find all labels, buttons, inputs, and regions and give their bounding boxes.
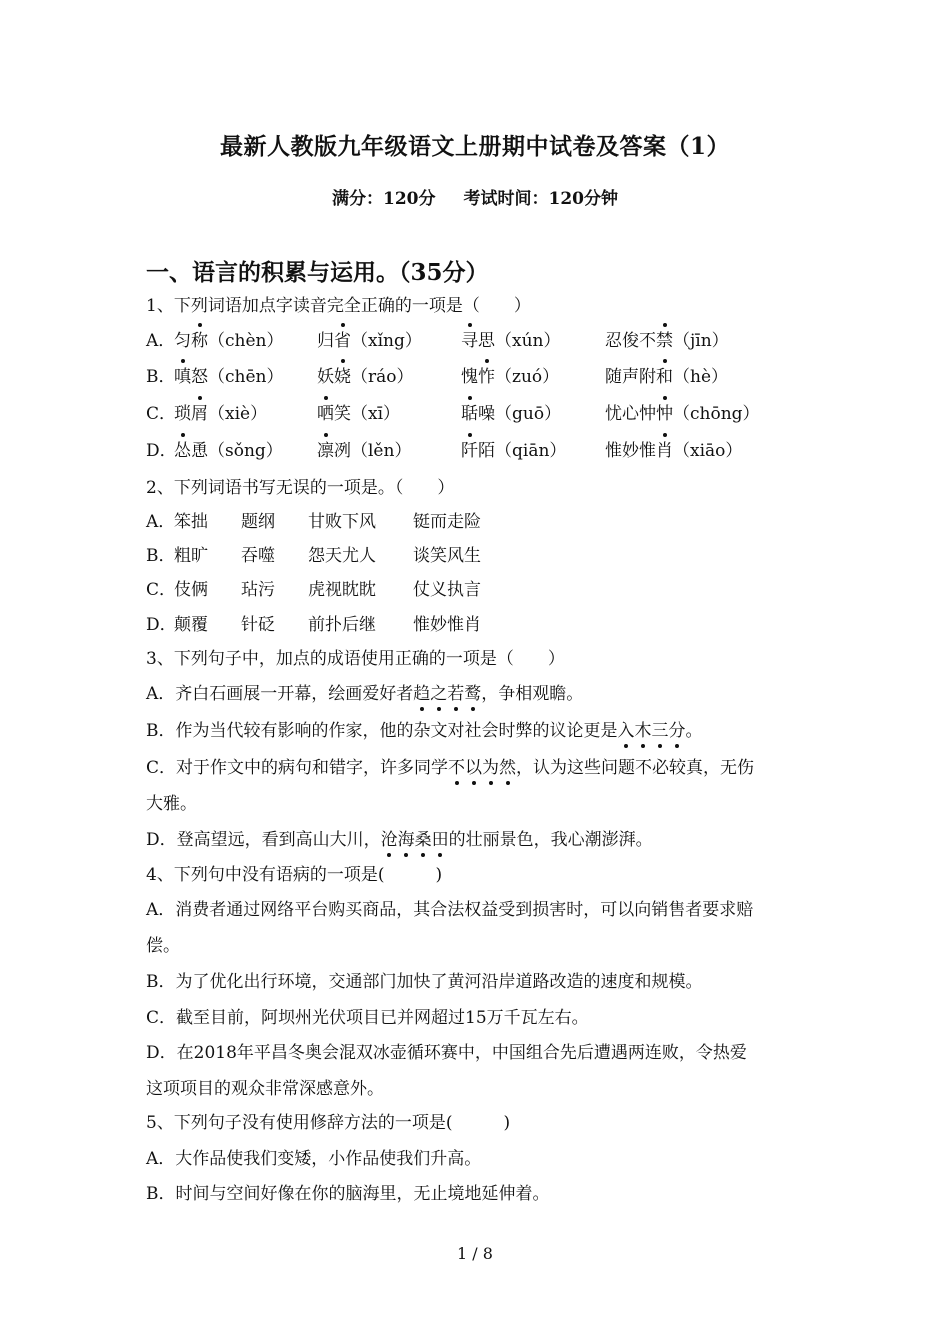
exam-info [0,184,950,209]
q3-option-b: B．作为当代较有影响的作家，他的杂文对社会时弊的议论更是入木三分。 [146,721,703,741]
q1-option-b: B．嗔怒（chēn） 妖娆（ráo） 愧怍（zuó） 随声附和（hè） [146,367,729,387]
q4-option-b: B．为了优化出行环境，交通部门加快了黄河沿岸道路改造的速度和规模。 [146,972,703,992]
q2-option-d: D．颠覆 针砭 前扑后继 惟妙惟肖 [146,615,481,635]
q4-option-a: A．消费者通过网络平台购买商品，其合法权益受到损害时，可以向销售者要求赔 [146,900,754,920]
q1-option-a: A．匀称（chèn） 归省（xǐng） 寻思（xún） 忍俊不禁（jīn） [146,331,729,351]
q5-option-a: A．大作品使我们变矮，小作品使我们升高。 [146,1149,482,1169]
q3-option-a: A．齐白石画展一开幕，绘画爱好者趋之若鹜，争相观瞻。 [146,684,584,704]
question-4-stem: 4、下列句中没有语病的一项是( ) [146,865,443,885]
q3-option-c: C．对于作文中的病句和错字，许多同学不以为然，认为这些问题不必较真，无伤 [146,758,755,778]
q4-option-d: D．在2018年平昌冬奥会混双冰壶循环赛中，中国组合先后遭遇两连败，令热爱 [146,1043,747,1063]
q2-option-b: B．粗旷 吞噬 怨天尤人 谈笑风生 [146,546,481,566]
q4-option-c: C．截至目前，阿坝州光伏项目已并网超过15万千瓦左右。 [146,1008,589,1028]
q4-option-d-cont: 这项项目的观众非常深感意外。 [146,1079,384,1099]
q4-option-a-cont: 偿。 [146,936,180,956]
q2-option-c: C．伎俩 玷污 虎视眈眈 仗义执言 [146,580,481,600]
q1-option-d: D．怂恿（sǒng） 凛冽（lěn） 阡陌（qiān） 惟妙惟肖（xiāo） [146,441,743,461]
question-3-stem: 3、下列句子中，加点的成语使用正确的一项是（ ） [146,649,565,669]
question-2-stem: 2、下列词语书写无误的一项是。（ ） [146,478,455,498]
question-5-stem: 5、下列句子没有使用修辞方法的一项是( ) [146,1113,511,1133]
q3-option-c-cont: 大雅。 [146,794,197,814]
q2-option-a: A．笨拙 题纲 甘败下风 铤而走险 [146,512,481,532]
page-number: 1 / 8 [457,1244,493,1263]
full-score: 满分：120分 [332,189,436,209]
q5-option-b: B．时间与空间好像在你的脑海里，无止境地延伸着。 [146,1184,550,1204]
question-1-stem: 1、下列词语加点字读音完全正确的一项是（ ） [146,296,531,316]
exam-time: 考试时间：120分钟 [463,189,618,209]
page-title: 最新人教版九年级语文上册期中试卷及答案（1） [219,133,730,160]
q3-option-d: D．登高望远，看到高山大川，沧海桑田的壮丽景色，我心潮澎湃。 [146,830,653,850]
section-heading: 一、语言的积累与运用。（35分） [146,259,489,286]
q1-option-c: C．琐屑（xiè） 哂笑（xī） 聒噪（guō） 忧心忡忡（chōng） [146,404,760,424]
